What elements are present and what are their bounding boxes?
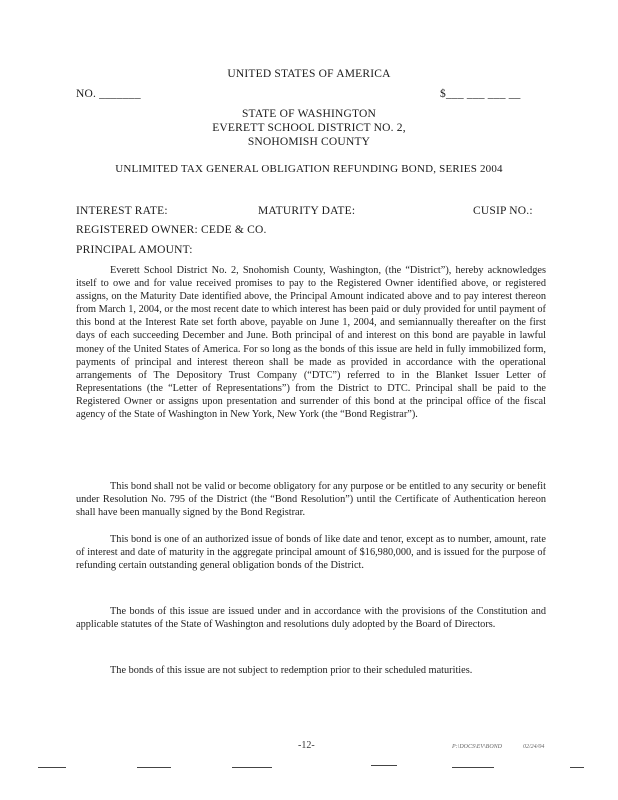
registered-owner-label: REGISTERED OWNER: CEDE & CO.: [76, 224, 267, 236]
scan-mark: [452, 767, 494, 768]
bond-amount-label: $___ ___ ___ __: [440, 88, 521, 100]
paragraph-payment-terms: Everett School District No. 2, Snohomish County, Washington, (the “District”), hereby acknowledges itself to owe and for value received promises to pay to the Registered Owner identified above, or registered assigns, on the Maturity Date identified above, the Principal Amount indicated above and to pay interest thereon from March 1, 2004, or the most recent date to which interest has been paid or duly provided for until payment of this bond at the Interest Rate set forth above, payable on June 1, 2004, and semiannually thereafter on the first days of each succeeding December and June. Both principal of and interest on this bond are payable in lawful money of the United States of America. For so long as the bonds of this issue are held in fully immobilized form, payments of principal and interest thereon shall be made as provided in accordance with the operational arrangements of The Depository Trust Company (“DTC”) referred to in the Blanket Issuer Letter of Representations (the “Letter of Representations”) from the District to DTC. Principal shall be paid to the Registered Owner or assigns upon presentation and surrender of this bond at the principal office of the fiscal agency of the State of Washington in New York, New York (the “Bond Registrar”).: [76, 265, 546, 421]
district-heading: EVERETT SCHOOL DISTRICT NO. 2,: [212, 122, 406, 134]
scan-mark: [137, 767, 171, 768]
state-heading: STATE OF WASHINGTON: [241, 108, 377, 120]
bond-number-label: NO. _______: [76, 88, 141, 100]
page-number: -12-: [298, 740, 315, 751]
county-heading: SNOHOMISH COUNTY: [247, 136, 371, 148]
interest-rate-label: INTEREST RATE:: [76, 205, 168, 217]
paragraph-issuance-provisions: The bonds of this issue are issued under and in accordance with the provisions of the Constitution and applicable statutes of the State of Washington and resolutions duly adopted by the Board of Directors.: [76, 606, 546, 631]
maturity-date-label: MATURITY DATE:: [258, 205, 356, 217]
scan-mark: [371, 765, 397, 766]
paragraph-validity: This bond shall not be valid or become obligatory for any purpose or be entitled to any security or benefit under Resolution No. 795 of the District (the “Bond Resolution”) until the Certificate of Authentication hereon shall have been manually signed by the Bond Registrar.: [76, 481, 546, 519]
scan-mark: [38, 767, 66, 768]
country-heading: UNITED STATES OF AMERICA: [227, 68, 391, 80]
scan-mark: [570, 767, 584, 768]
document-date: 02/24/04: [523, 744, 545, 750]
document-reference: P:\DOCS\EV\BOND: [452, 744, 502, 750]
paragraph-redemption: The bonds of this issue are not subject to redemption prior to their scheduled maturities.: [110, 665, 473, 676]
principal-amount-label: PRINCIPAL AMOUNT:: [76, 244, 193, 256]
scan-mark: [232, 767, 272, 768]
paragraph-authorized-issue: This bond is one of an authorized issue of bonds of like date and tenor, except as to number, amount, rate of interest and date of maturity in the aggregate principal amount of $16,980,000, and is issued for the purpose of refunding certain outstanding general obligation bonds of the District.: [76, 534, 546, 572]
cusip-label: CUSIP NO.:: [473, 205, 533, 217]
bond-title: UNLIMITED TAX GENERAL OBLIGATION REFUNDING BOND, SERIES 2004: [115, 163, 503, 175]
